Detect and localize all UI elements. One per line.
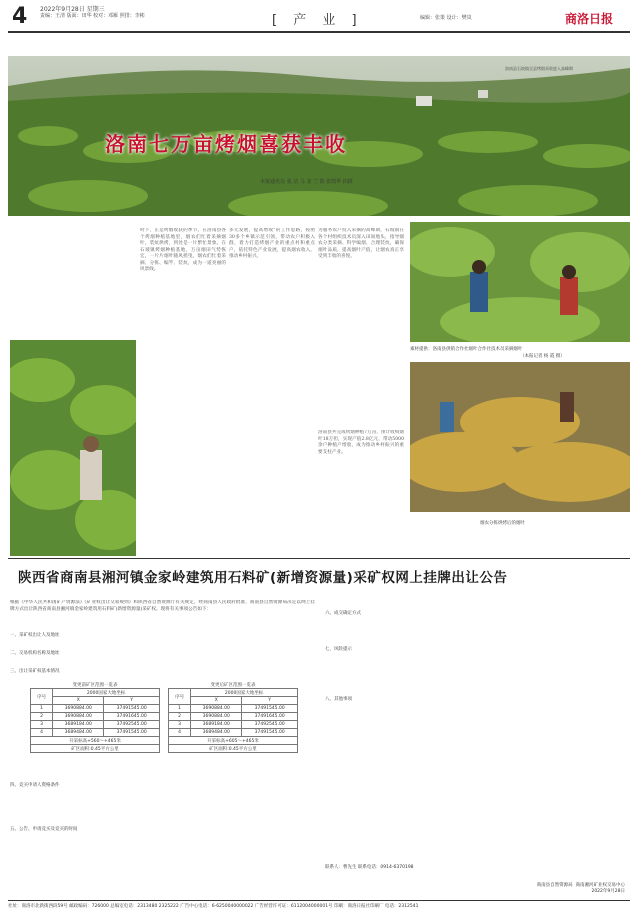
signature-block [470, 882, 625, 894]
table-right-title: 变更后矿区范围一览表 [210, 683, 256, 688]
table-row: 1 3690884.00 37491545.00 [169, 705, 298, 713]
photo-caption-1-byline: （本报记者 杨 霞 摄） [520, 354, 565, 359]
article-column-4: 洛南县共完成烤烟种植7万亩，预计收购烟叶18万担，实现产值2.8亿元，带动5000余户种植户增收，成为推动乡村振兴的重要支柱产业。 [318, 430, 404, 455]
article-column-3: 为服务农户投入采摘的高峰期，石坡镇在各个村组织技术员深入田间地头，指导烟农分类采摘、科学编烟、合理装炕，确保烟叶品质，提高烟叶产值，让烟农真正享受到丰收的喜悦。 [318, 228, 404, 259]
article-column-2: 多元发展，提高增收"的工作思路，按照30多个乡镇示范引领，带动农户积极入群，着力打造烤烟产业的重点村和重点户，依托特色产业发展，提高烟农收入，推动乡村振兴。 [229, 228, 315, 259]
hero-title: 洛南七万亩烤烟喜获丰收 [105, 132, 347, 156]
editors-left: 责编：王清 版面：田华 校对：邓雁 照排：李彬 [40, 13, 145, 19]
table-row: 3 3689184.00 37492545.00 [169, 721, 298, 729]
editors-right: 编辑：张策 设计：樊岚 [420, 15, 472, 21]
notice-section-6: 六、成交确定方式 [325, 611, 361, 616]
page-number: 4 [12, 4, 28, 29]
issue-date: 2022年9月28日 星期三 [40, 6, 105, 13]
table-header-y: Y [104, 697, 160, 705]
signature-2: 商南湘河矿业权交易中心 [575, 883, 625, 888]
coord-table-right [168, 682, 298, 753]
table-row: 3 3689184.00 37492545.00 [31, 721, 160, 729]
hero-caption: 洛南县石坡镇全县烤烟采收进入高峰期 [505, 66, 573, 71]
notice-section-4: 四、竞买申请人资格条件 [10, 783, 60, 788]
table-header-x: X [53, 697, 104, 705]
article-column-1: 时下，正是烤烟收获的季节，在洛南县各个烤烟种植基地里，烟农们忙着采摘烟叶，装炕烘烤，到处是一片繁忙景象。在石坡镇烤烟种植基地，万亩烟田气势恢宏，一片片烟叶随风摇曳，烟农们忙着采摘、分拣、编竿、装炕，成为一道亮丽的风景线。 [140, 228, 226, 272]
table-row: 2 3690884.00 37491645.00 [31, 713, 160, 721]
notice-title: 陕西省商南县湘河镇金家岭建筑用石料矿(新增资源量)采矿权网上挂牌出让公告 [18, 570, 508, 586]
table-header-x: X [191, 697, 242, 705]
notice-section-8: 八、其他事项 [325, 697, 352, 702]
area-left: 矿区面积:0.45平方公里 [31, 745, 160, 753]
elevation-right: 开采标高+605～+465米 [169, 737, 298, 745]
table-left-title: 变更前矿区范围一览表 [72, 683, 118, 688]
elevation-left: 开采标高+560～+465米 [31, 737, 160, 745]
photo-caption-1: 素材提供：洛南县供销合作社烟叶合作社技术员采摘烟叶 [410, 347, 523, 352]
notice-rule [8, 558, 630, 559]
notice-section-2: 二、交易机构名称及地址 [10, 651, 60, 656]
notice-section-1: 一、采矿权出让人及地址 [10, 633, 60, 638]
table-row: 2 3690884.00 37491645.00 [169, 713, 298, 721]
signature-1: 商南县自然资源局 [536, 883, 573, 888]
newspaper-logo: 商洛日报 [565, 12, 614, 26]
photo-worker-field [10, 340, 136, 556]
table-left [30, 688, 160, 753]
header-rule [8, 31, 630, 33]
table-right [168, 688, 298, 753]
notice-section-5: 五、公告、申请竞买及竞买的时间 [10, 827, 78, 832]
page-footer: 社址：商洛市北新街西段59号 邮政编码：726000 总编室电话：2313480 2325222 广告中心电话：6-6250040000022 广告经营许可证：6112004000001号 印刷：商洛日报社印刷厂 电话：2312541 [8, 900, 630, 909]
notice-section-7: 七、风险提示 [325, 647, 352, 652]
table-row: 1 3690884.00 37491545.00 [31, 705, 160, 713]
hero-byline: 本报通讯员 张 洁 马 龙 兰 凯 张凯华 拍摄 [260, 179, 353, 185]
table-row: 4 3689484.00 37491545.00 [169, 729, 298, 737]
photo-caption-2: 烟农分拣烘烤后的烟叶 [480, 521, 525, 526]
table-row: 4 3689484.00 37491545.00 [31, 729, 160, 737]
photo-harvest [410, 222, 630, 342]
header-info [40, 6, 145, 20]
notice-intro: 根据《中华人民共和国矿产资源法》《矿业权出让交易规则》和陕西省自然资源厅有关规定，经商南县人民政府批准，商南县自然资源局决定以网上挂牌方式出让陕西省商南县湘河镇金家岭建筑用石料矿(新增资源量)采矿权。现将有关事项公告如下： [10, 600, 315, 612]
table-header-y: Y [242, 697, 298, 705]
notice-contact: 联系人：曹先生 联系电话：0914-6370198 [325, 865, 414, 870]
table-header-coords: 2000国家大地坐标 [191, 689, 298, 697]
table-header-no: 序号 [169, 689, 191, 705]
signature-date: 2022年9月28日 [591, 889, 625, 894]
table-header-no: 序号 [31, 689, 53, 705]
photo-sorting [410, 362, 630, 512]
notice-section-3: 三、出让采矿权基本情况 [10, 669, 60, 674]
coord-table-left [30, 682, 160, 753]
section-name: [ 产 业 ] [272, 13, 363, 28]
table-header-coords: 2000国家大地坐标 [53, 689, 160, 697]
area-right: 矿区面积:0.45平方公里 [169, 745, 298, 753]
